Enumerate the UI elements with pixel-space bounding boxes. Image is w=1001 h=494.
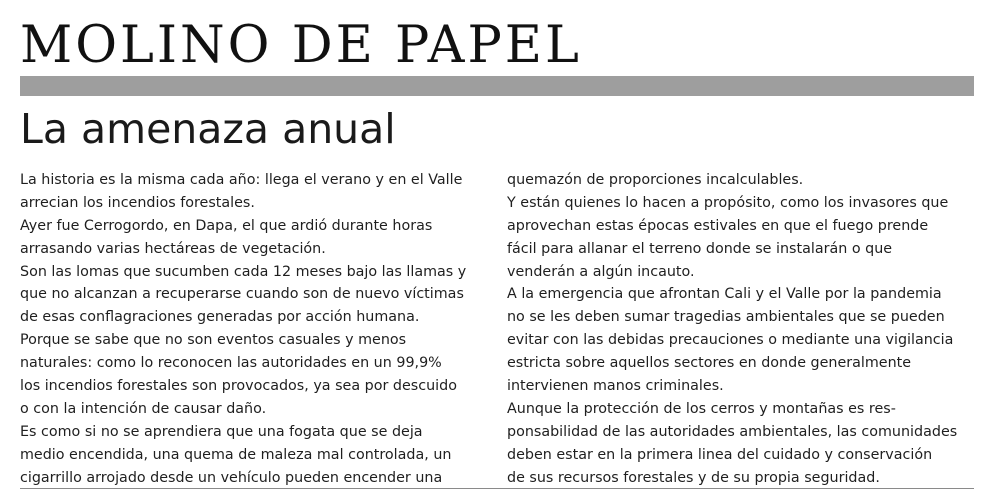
body-line: La historia es la misma cada año: llega el verano y en el Valle — [20, 172, 463, 188]
body-line: que no alcanzan a recuperarse cuando son de nuevo víctimas — [20, 286, 464, 303]
body-line: evitar con las debidas precauciones o mediante una vigilancia — [507, 332, 954, 349]
bottom-divider — [20, 488, 974, 489]
article-column-right — [507, 169, 977, 489]
body-line: intervienen manos criminales. — [507, 378, 724, 395]
body-line: Y están quienes lo hacen a propósito, como los invasores que — [507, 194, 949, 211]
body-line: estricta sobre aquellos sectores en donde generalmente — [507, 355, 912, 372]
body-line: quemazón de proporciones incalculables. — [507, 172, 804, 188]
body-line: Porque se sabe que no son eventos casuales y menos — [20, 332, 407, 349]
section-divider-bar — [20, 76, 974, 96]
body-line: A la emergencia que afrontan Cali y el Valle por la pandemia — [507, 286, 942, 303]
body-line: deben estar en la primera linea del cuidado y conservación — [507, 446, 933, 463]
body-line: o con la intención de causar daño. — [20, 400, 267, 417]
body-line: Ayer fue Cerrogordo, en Dapa, el que ardió durante horas — [20, 217, 433, 234]
body-line: Aunque la protección de los cerros y montañas es res- — [507, 400, 896, 417]
body-line: medio encendida, una quema de maleza mal controlada, un — [20, 446, 452, 463]
body-line: venderán a algún incauto. — [507, 263, 695, 280]
body-line: de esas conflagraciones generadas por acción humana. — [20, 309, 420, 326]
article-column-left — [20, 169, 498, 489]
body-line: fácil para allanar el terreno donde se instalarán o que — [507, 240, 893, 257]
body-line: arrasando varias hectáreas de vegetación. — [20, 240, 326, 257]
body-line: arrecian los incendios forestales. — [20, 194, 255, 211]
body-line: cigarrillo arrojado desde un vehículo pueden encender una — [20, 469, 443, 486]
body-line: los incendios forestales son provocados, ya sea por descuido — [20, 378, 457, 395]
body-line: naturales: como lo reconocen las autoridades en un 99,9% — [20, 355, 442, 372]
body-line: no se les deben sumar tragedias ambientales que se pueden — [507, 309, 945, 326]
article-headline: La amenaza anual — [20, 105, 396, 153]
section-title: MOLINO DE PAPEL — [20, 16, 582, 75]
body-line: Son las lomas que sucumben cada 12 meses bajo las llamas y — [20, 263, 467, 280]
body-line: Es como si no se aprendiera que una fogata que se deja — [20, 423, 423, 440]
body-line: aprovechan estas épocas estivales en que el fuego prende — [507, 217, 929, 234]
body-line: de sus recursos forestales y de su propia seguridad. — [507, 469, 880, 486]
body-line: ponsabilidad de las autoridades ambientales, las comunidades — [507, 423, 958, 440]
